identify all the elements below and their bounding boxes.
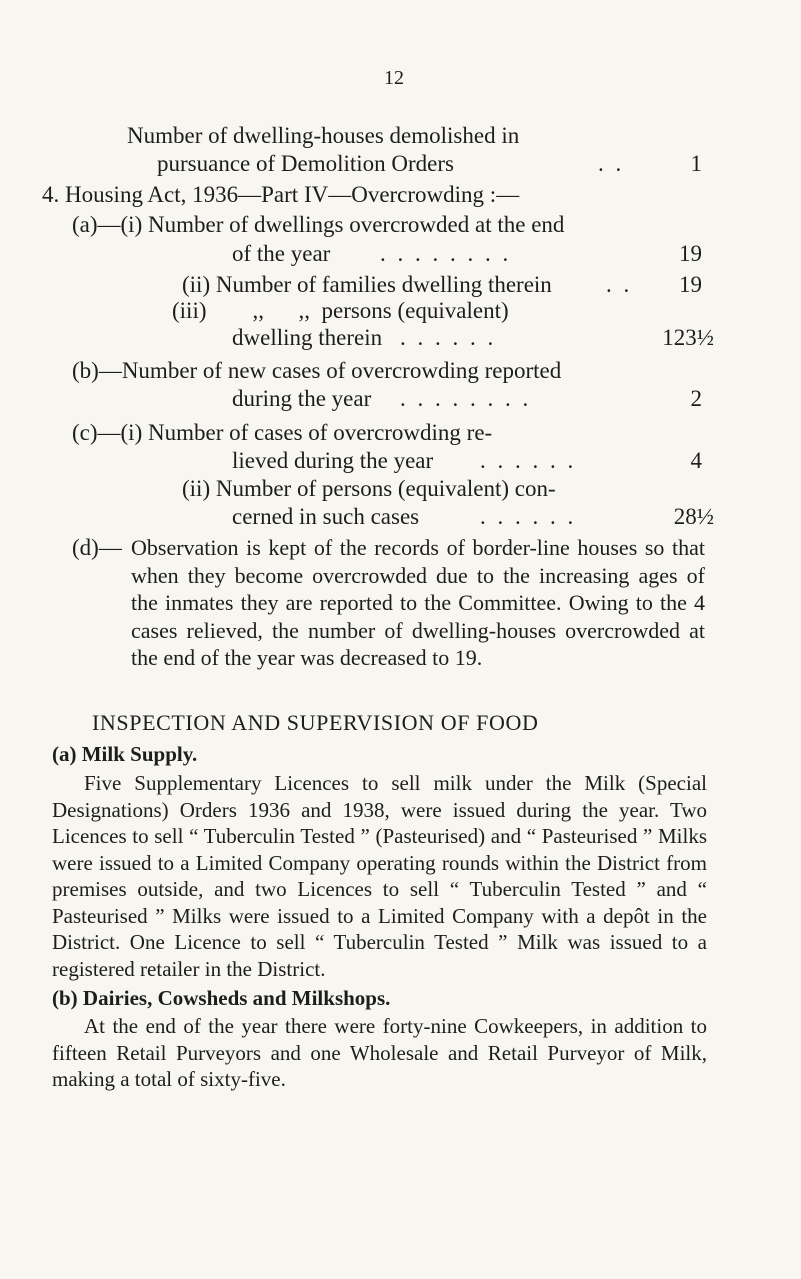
c-ii-value: 28½: [673, 504, 714, 529]
d-label: (d)—: [72, 535, 122, 560]
a-iii-line-1: (iii) ,, ,, persons (equivalent): [172, 298, 509, 323]
b-value: 2: [690, 386, 702, 411]
a-iii-value: 123½: [662, 325, 714, 350]
c-i-value: 4: [690, 448, 702, 473]
a-i-value: 19: [679, 241, 702, 266]
leader-dots: . . . . . .: [480, 504, 577, 529]
a-i-line-1: (a)—(i) Number of dwellings overcrowded at the end: [72, 212, 565, 237]
leader-dots: . . . . . . . .: [380, 241, 512, 266]
milk-supply-heading: (a) Milk Supply.: [52, 742, 198, 766]
leader-dots: . .: [598, 151, 625, 176]
demolition-line-1: Number of dwelling-houses demolished in: [127, 123, 520, 148]
c-ii-line-1: (ii) Number of persons (equivalent) con-: [182, 476, 556, 501]
demolition-value: 1: [690, 151, 702, 176]
dairies-heading: (b) Dairies, Cowsheds and Milkshops.: [52, 986, 391, 1010]
d-paragraph: Observation is kept of the records of border-line houses so that when they become overcrowded due to the increasing ages of the inmates they are reported to the Committee. Owing to the 4 cases relieved, the number of dwelling-houses overcrowded at the end of the year was decreased to 19.: [131, 535, 705, 670]
section-4-heading: 4. Housing Act, 1936—Part IV—Overcrowding :—: [42, 182, 520, 207]
a-iii-line-2: dwelling therein: [232, 325, 383, 350]
milk-supply-paragraph: Five Supplementary Licences to sell milk under the Milk (Special Designations) Orders 1936 and 1938, were issued during the year. Two Licences to sell “ Tuberculin Tested ” (Pasteurised) and “ Pasteurised ” Milks were issued to a Limited Company operating rounds within the District from premises outside, and two Licences to sell “ Tuberculin Tested ” and “ Pasteurised ” Milks were issued to a Limited Company with a depôt in the District. One Licence to sell “ Tuberculin Tested ” Milk was issued to a registered retailer in the District.: [52, 771, 707, 981]
c-i-line-2: lieved during the year: [232, 448, 434, 473]
dairies-paragraph: At the end of the year there were forty-nine Cowkeepers, in addition to fifteen Retail Purveyors and one Wholesale and Retail Purveyor of Milk, making a total of sixty-five.: [52, 1014, 707, 1091]
c-i-line-1: (c)—(i) Number of cases of overcrowding re-: [72, 420, 493, 445]
page-number: 12: [384, 67, 404, 89]
leader-dots: . . . . . .: [480, 448, 577, 473]
demolition-line-2: pursuance of Demolition Orders: [157, 151, 455, 176]
b-line-1: (b)—Number of new cases of overcrowding reported: [72, 358, 562, 383]
a-ii-value: 19: [679, 272, 702, 297]
b-line-2: during the year: [232, 386, 372, 411]
inspection-heading: INSPECTION AND SUPERVISION OF FOOD: [92, 710, 539, 735]
leader-dots: . .: [606, 272, 633, 297]
a-ii-label: (ii) Number of families dwelling therein: [182, 272, 552, 297]
a-i-line-2: of the year: [232, 241, 331, 266]
leader-dots: . . . . . .: [400, 325, 497, 350]
c-ii-line-2: cerned in such cases: [232, 504, 420, 529]
leader-dots: . . . . . . . .: [400, 386, 532, 411]
